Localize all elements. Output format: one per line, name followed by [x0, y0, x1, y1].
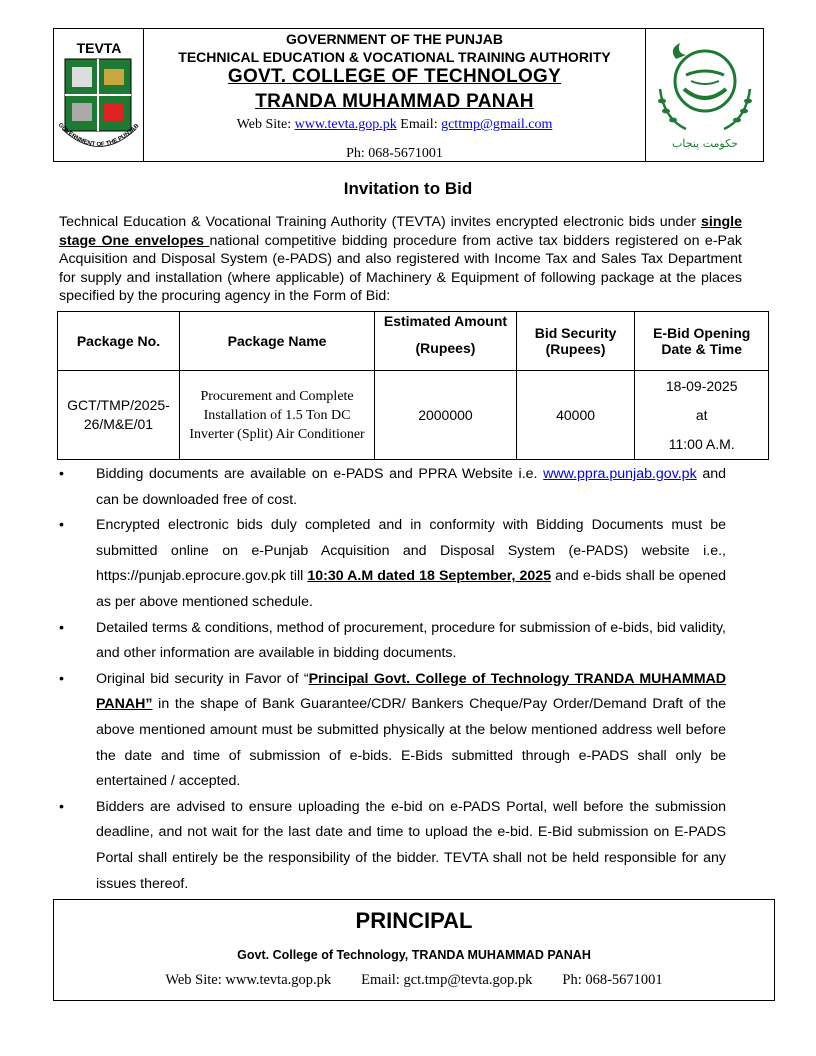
website-label: Web Site:: [236, 117, 292, 132]
letterhead: [53, 28, 764, 162]
col-bid-security: Bid Security (Rupees): [516, 312, 635, 371]
cell-package-no: GCT/TMP/2025-26/M&E/01: [58, 371, 180, 460]
list-item: • Original bid security in Favor of “Principal Govt. College of Technology TRANDA MUHAMMAD PANAH” in the shape of Bank Guarantee/CDR/ Bankers Cheque/Pay Order/Demand Draft of the above mentioned amount must be submitted physically at the below mentioned address well before the date and time of submission of e-bids. E-Bids submitted through e-PADS shall only be entertained / accepted.: [59, 670, 727, 790]
intro-paragraph: Technical Education & Vocational Training Authority (TEVTA) invites encrypted electronic bids under single stage One envelopes national competitive bidding procedure from active tax bidders registered on e-Pak Acquisition and Disposal System (e-PADS) and also registered with Income Tax and Sales Tax Department for supply and installation (where applicable) of Machinery & Equipment of following package at the places specified by the procuring agency in the Form of Bid:: [59, 214, 742, 304]
authority-heading: TECHNICAL EDUCATION & VOCATIONAL TRAINING AUTHORITY: [178, 49, 611, 65]
footer-website: Web Site: www.tevta.gop.pk: [165, 972, 332, 988]
col-opening-date: E-Bid Opening Date & Time: [635, 312, 769, 371]
tevta-logo: [54, 29, 144, 161]
cell-package-name: Procurement and Complete Installation of 1.5 Ton DC Inverter (Split) Air Conditioner: [179, 371, 374, 460]
email-label: Email:: [400, 117, 438, 132]
col-estimated-amount: Estimated Amount (Rupees): [375, 312, 517, 371]
footer-phone: Ph: 068-5671001: [562, 972, 663, 988]
instructions-list: [59, 462, 726, 897]
location-heading: TRANDA MUHAMMAD PANAH: [255, 91, 534, 112]
contact-line: [144, 117, 645, 133]
footer-college-name: Govt. College of Technology, TRANDA MUHAMMAD PANAH: [237, 948, 591, 962]
svg-text:GOVERNMENT OF THE PUNJAB: GOVERNMENT OF THE PUNJAB: [56, 122, 141, 149]
email-link[interactable]: gcttmp@gmail.com: [441, 117, 553, 132]
principal-title: PRINCIPAL: [355, 908, 473, 933]
cell-opening-datetime: 18-09-2025 at 11:00 A.M.: [635, 371, 769, 460]
punjab-emblem: [645, 29, 763, 161]
tevta-logo-text: TEVTA: [76, 40, 122, 56]
phone-number: Ph: 068-5671001: [346, 146, 443, 161]
signature-block: [53, 899, 775, 1001]
table-row: [58, 371, 769, 460]
cell-estimated-amount: 2000000: [375, 371, 517, 460]
list-item: • Detailed terms & conditions, method of procurement, procedure for submission of e-bids, bid validity, and other information are available in bidding documents.: [59, 619, 726, 662]
college-heading: GOVT. COLLEGE OF TECHNOLOGY: [227, 66, 562, 87]
government-heading: GOVERNMENT OF THE PUNJAB: [285, 31, 503, 47]
ppra-link[interactable]: www.ppra.punjab.gov.pk: [543, 466, 697, 482]
table-header-row: [58, 312, 769, 371]
col-package-no: Package No.: [58, 312, 180, 371]
punjab-emblem-text: حکومت پنجاب: [672, 137, 738, 150]
list-item: • Bidders are advised to ensure uploading the e-bid on e-PADS Portal, well before the submission deadline, and not wait for the last date and time to upload the e-bid. E-Bid submission on E-PADS Portal shall entirely be the responsibility of the bidder. TEVTA shall not be held responsible for any issues thereof.: [59, 798, 726, 892]
list-item: • Bidding documents are available on e-PADS and PPRA Website i.e. www.ppra.punjab.gov.pk and can be downloaded free of cost.: [59, 466, 726, 508]
list-item: • Encrypted electronic bids duly completed and in conformity with Bidding Documents must be submitted online on e-Punjab Acquisition and Disposal System (e-PADS) website i.e., https://punjab.eprocure.gov.pk till 10:30 A.M dated 18 September, 2025 and e-bids shall be opened as per above mentioned schedule.: [59, 517, 727, 610]
cell-bid-security: 40000: [516, 371, 635, 460]
footer-contacts: [54, 972, 774, 989]
footer-email: Email: gct.tmp@tevta.gop.pk: [361, 972, 533, 988]
website-link[interactable]: www.tevta.gop.pk: [294, 117, 397, 132]
page-title: Invitation to Bid: [343, 179, 473, 198]
col-package-name: Package Name: [179, 312, 374, 371]
bid-table: [57, 311, 769, 460]
